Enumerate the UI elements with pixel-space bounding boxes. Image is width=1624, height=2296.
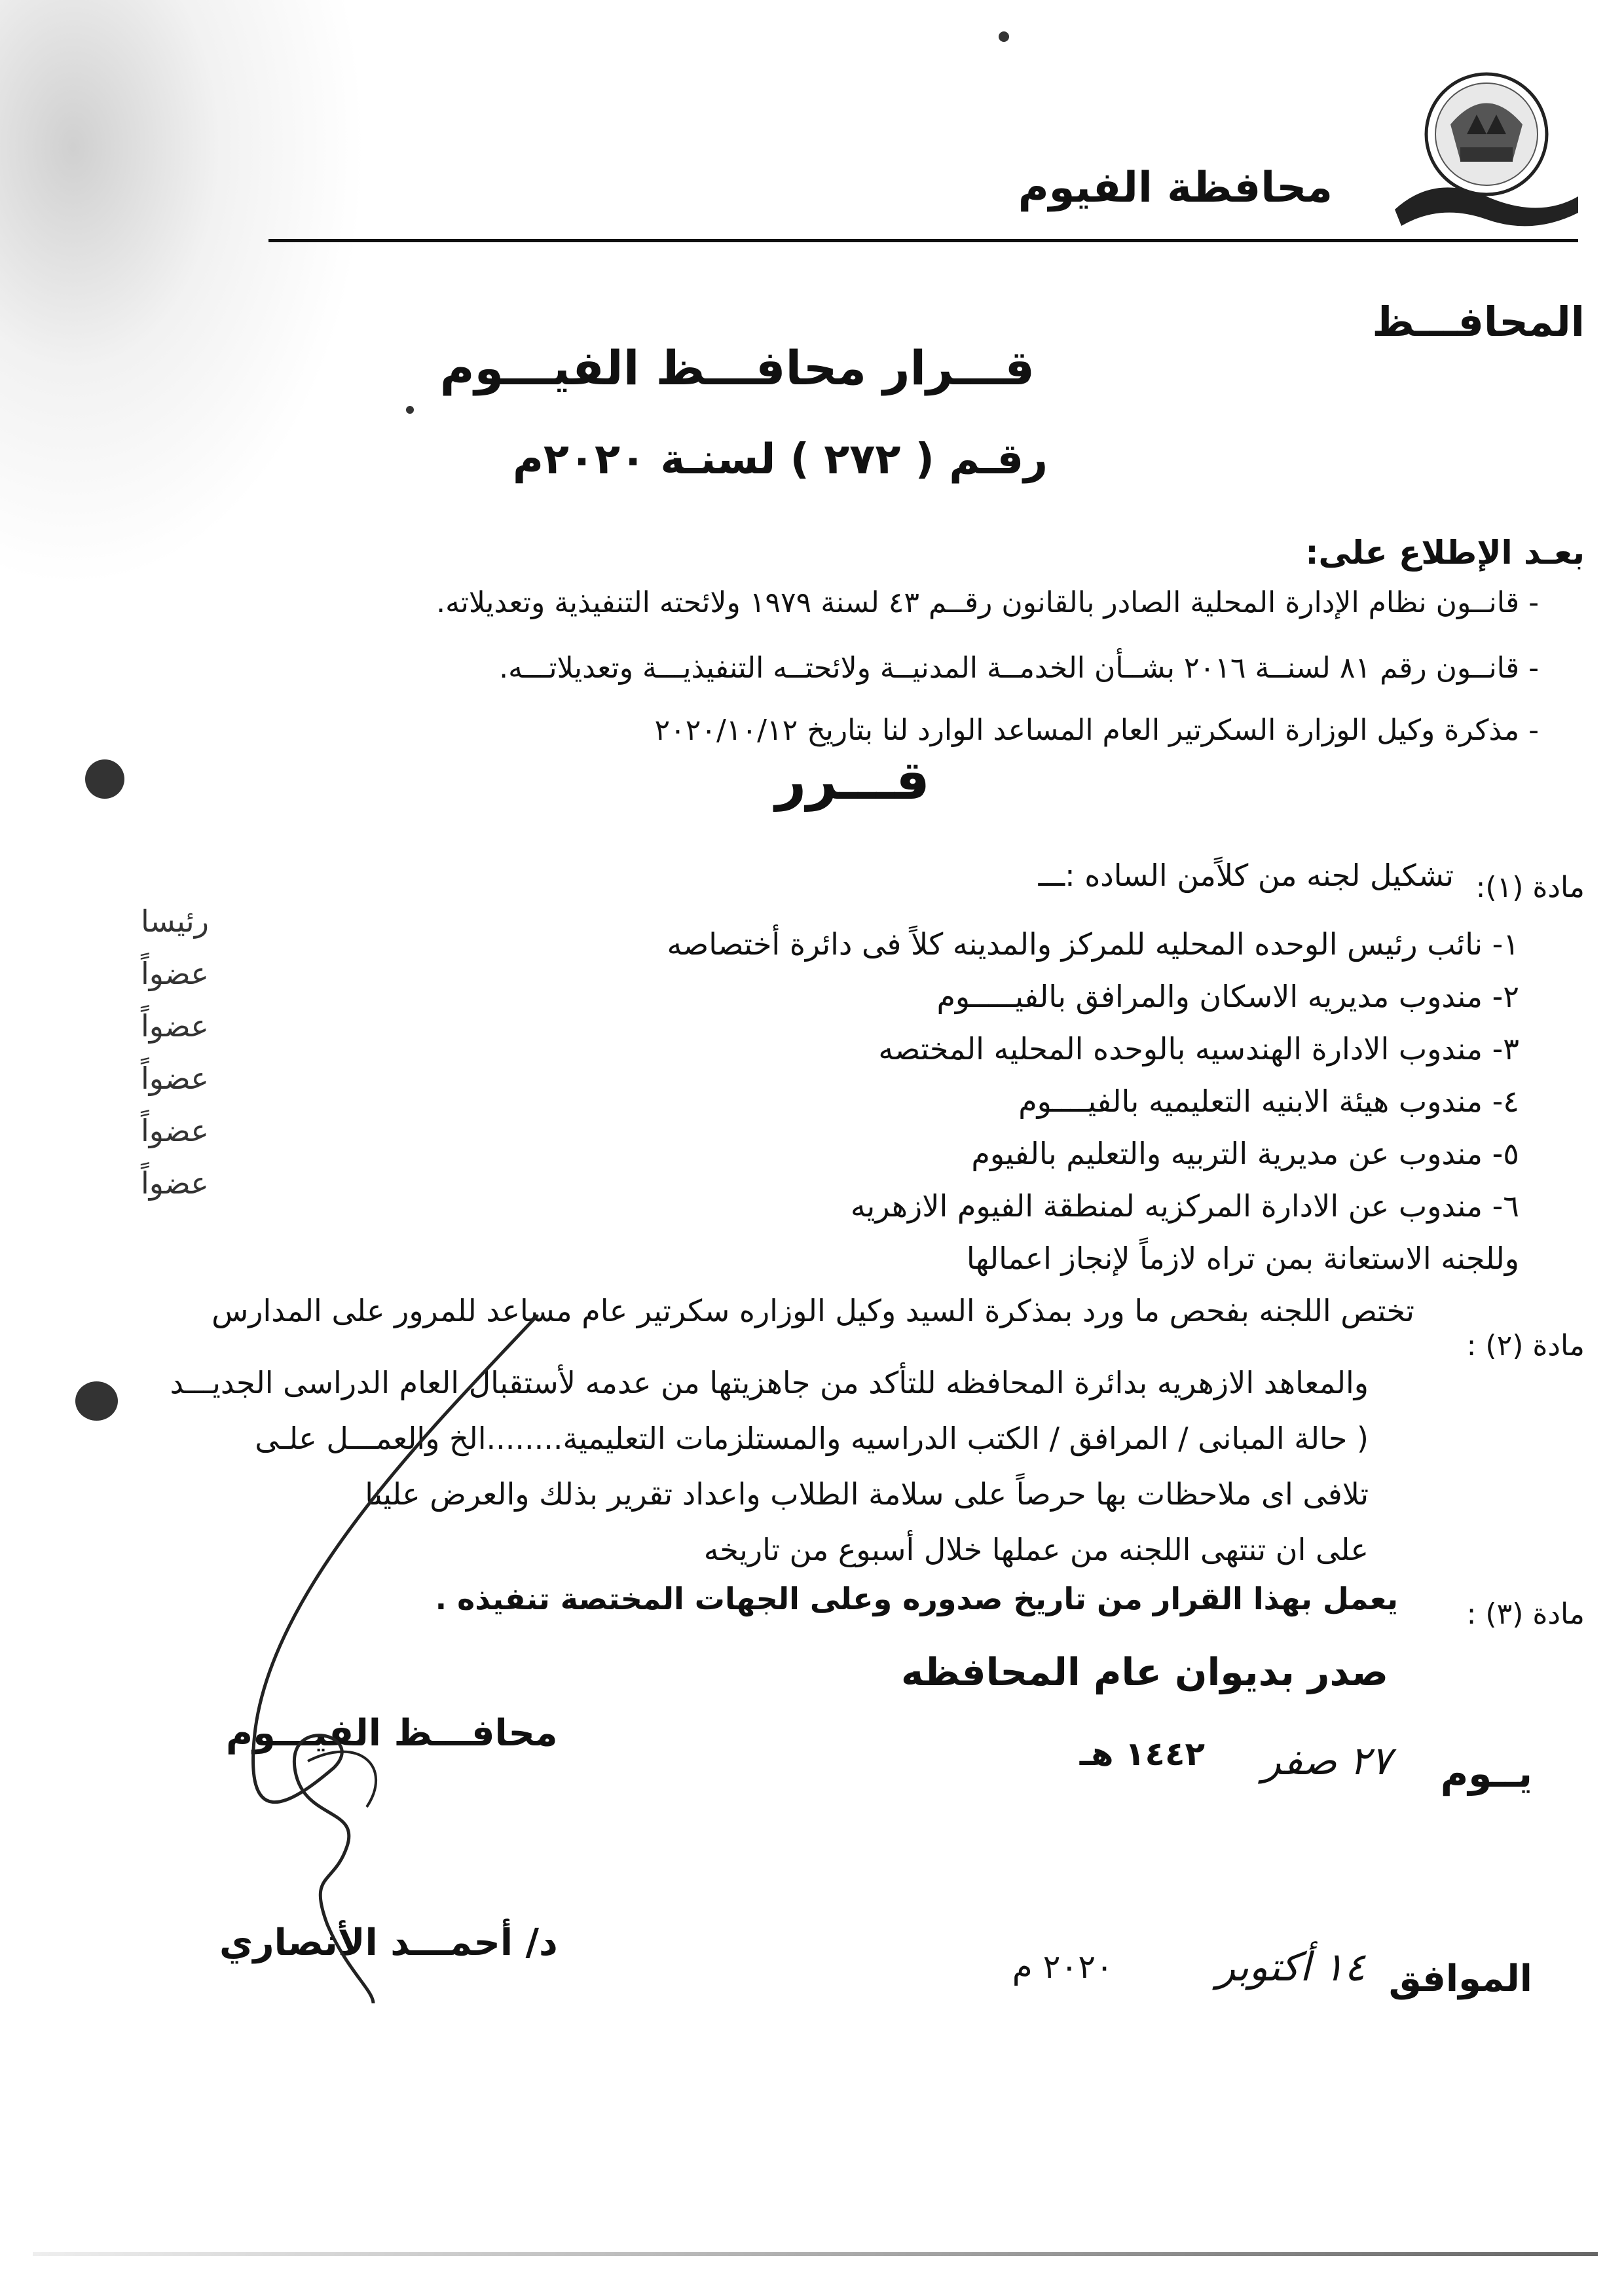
member-item: ٦- مندوب عن الادارة المركزيه لمنطقة الفيوم الازهريه	[850, 1188, 1519, 1224]
corresponding-label: الموافق	[1388, 1958, 1532, 2000]
day-label: يــوم	[1440, 1751, 1532, 1796]
member-role: عضواً	[141, 1061, 209, 1096]
member-item: ٤- مندوب هيئة الابنيه التعليميه بالفيــــوم	[1018, 1084, 1519, 1119]
scan-mark	[999, 31, 1009, 42]
header-divider	[268, 239, 1578, 242]
hijri-date: ٢٧ صفر	[1262, 1738, 1392, 1784]
article2-line: والمعاهد الازهريه بدائرة المحافظه للتأكد من جاهزيتها من عدمه لأستقبال العام الدراسى الجديـــد	[170, 1365, 1369, 1400]
office-label: المحافـــظ	[1372, 298, 1585, 346]
governorate-name: محافظة الفيوم	[1018, 164, 1333, 212]
member-role: رئيسا	[141, 903, 209, 939]
article1-label: مادة (١):	[1475, 871, 1585, 904]
decided-heading: قـــرر	[775, 750, 930, 812]
member-role: عضواً	[141, 1113, 209, 1148]
assistance-note: وللجنه الاستعانة بمن تراه لازماً لإنجاز اعمالها	[966, 1241, 1519, 1276]
handwritten-signature-icon	[196, 1309, 668, 2003]
scan-mark	[406, 406, 414, 414]
governorate-seal-icon	[1388, 62, 1585, 239]
scan-edge-line	[33, 2252, 1598, 2256]
reference-item: - قانــون رقم ٨١ لسنــة ٢٠١٦ بشــأن الخدمــة المدنيــة ولائحتــه التنفيذيـــة وتعديلاتـــه.	[499, 651, 1539, 685]
member-role: عضواً	[141, 956, 209, 991]
member-item: ٣- مندوب الادارة الهندسيه بالوحده المحليه المختصه	[878, 1031, 1519, 1066]
member-role: عضواً	[141, 1165, 209, 1201]
scan-mark	[85, 759, 124, 799]
member-role: عضواً	[141, 1008, 209, 1044]
hijri-year: ١٤٤٢ هـ	[1079, 1735, 1205, 1773]
gregorian-date: ١٤ أكتوبر	[1216, 1944, 1365, 1990]
article1-text: تشكيل لجنه من كلاًمن الساده :ـــ	[1038, 858, 1454, 893]
article2-line: تختص اللجنه بفحص ما ورد بمذكرة السيد وكيل الوزاره سكرتير عام مساعد للمرور على المدارس	[212, 1293, 1414, 1328]
reference-item: - مذكرة وكيل الوزارة السكرتير العام المساعد الوارد لنا بتاريخ ٢٠٢٠/١٠/١٢	[654, 714, 1539, 747]
article2-label: مادة (٢) :	[1466, 1329, 1585, 1362]
gregorian-year: ٢٠٢٠ م	[1012, 1948, 1113, 1986]
article2-line: تلافى اى ملاحظات بها حرصاً على سلامة الطلاب واعداد تقرير بذلك والعرض علينا	[365, 1476, 1369, 1512]
article3-label: مادة (٣) :	[1466, 1597, 1585, 1631]
scan-shadow	[0, 0, 367, 589]
article2-line: على ان تنتهى اللجنه من عملها خلال أسبوع من تاريخه	[703, 1532, 1369, 1567]
article3-text: يعمل بهذا القرار من تاريخ صدوره وعلى الجهات المختصة تنفيذه .	[435, 1581, 1398, 1616]
signature-title: محافـــظ الفيـــوم	[226, 1712, 558, 1755]
issued-at: صدر بديوان عام المحافظه	[900, 1650, 1388, 1694]
article2-line: ( حالة المبانى / المرافق / الكتب الدراسيه والمستلزمات التعليمية........الخ والعمـــل علـى	[255, 1421, 1369, 1456]
decree-title: قـــرار محافـــظ الفيـــوم	[439, 340, 1035, 395]
member-item: ٥- مندوب عن مديرية التربيه والتعليم بالفيوم	[971, 1136, 1519, 1171]
decree-number: رقـم ( ٢٧٢ ) لسنـة ٢٠٢٠م	[512, 435, 1048, 484]
member-item: ٢- مندوب مديريه الاسكان والمرافق بالفيـــــوم	[936, 979, 1519, 1014]
preamble-label: بعـد الإطلاع على:	[1305, 534, 1585, 572]
signatory-name: د/ أحمـــد الأنصاري	[219, 1922, 558, 1964]
scan-mark	[75, 1381, 118, 1421]
reference-item: - قانــون نظام الإدارة المحلية الصادر بالقانون رقــم ٤٣ لسنة ١٩٧٩ ولائحته التنفيذية وتعديلاته.	[436, 586, 1539, 619]
member-item: ١- نائب رئيس الوحده المحليه للمركز والمدينه كلاً فى دائرة أختصاصه	[667, 926, 1519, 962]
